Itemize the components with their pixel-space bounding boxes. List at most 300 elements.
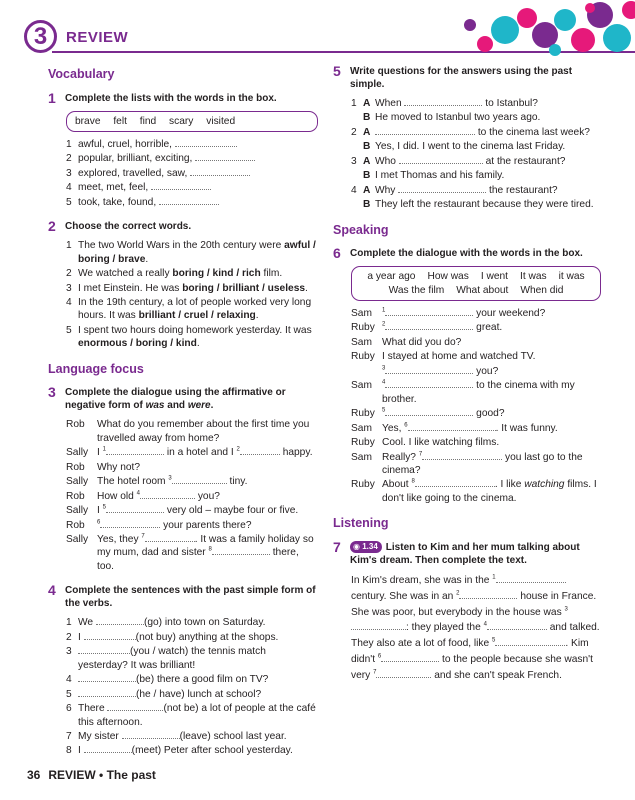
line-text: The hotel room bbox=[97, 476, 169, 488]
instruction-text: and bbox=[164, 400, 188, 412]
answer-blank[interactable] bbox=[78, 673, 136, 682]
blank-number: 4 bbox=[136, 490, 140, 497]
line-text: Yes, they bbox=[97, 533, 142, 545]
box-word: felt bbox=[113, 115, 127, 127]
blank-number: 6 bbox=[377, 653, 382, 660]
answer-blank[interactable] bbox=[78, 645, 130, 654]
exercise-3-header bbox=[48, 385, 318, 412]
answer-blank[interactable] bbox=[408, 422, 496, 431]
unit-number-badge: 3 bbox=[24, 20, 57, 53]
paragraph-text: In Kim's dream, she was in the bbox=[351, 574, 493, 586]
dialogue-line bbox=[66, 519, 318, 532]
line-text: you last go to the cinema? bbox=[382, 451, 583, 477]
speaker-name: Ruby bbox=[351, 322, 375, 334]
item-number bbox=[351, 140, 363, 153]
exercise-number: 6 bbox=[333, 245, 341, 262]
exercise-number: 4 bbox=[48, 582, 56, 599]
blank-number: 4 bbox=[483, 621, 487, 628]
line-text: your weekend? bbox=[473, 308, 546, 320]
dialogue-line bbox=[351, 365, 601, 378]
answer-blank[interactable] bbox=[398, 184, 486, 193]
blank-number: 8 bbox=[208, 547, 212, 554]
exercise-4-list bbox=[66, 616, 318, 758]
answer-blank[interactable] bbox=[385, 307, 473, 316]
item-number: 8 bbox=[66, 745, 72, 757]
line-text: Yes, bbox=[382, 422, 405, 434]
speaker-name: Sam bbox=[351, 336, 372, 348]
exercise-instruction bbox=[350, 540, 601, 567]
item-text: . bbox=[255, 310, 259, 322]
exercise-2-list bbox=[66, 239, 318, 351]
qa-row bbox=[351, 126, 601, 139]
dialogue-line bbox=[351, 478, 601, 505]
exercise-5-header bbox=[333, 64, 601, 91]
answer-blank[interactable] bbox=[375, 126, 475, 135]
line-text: there, too. bbox=[97, 547, 299, 572]
answer-blank[interactable] bbox=[122, 730, 180, 739]
box-word: When did bbox=[520, 284, 564, 296]
line-text: very old – maybe four or five. bbox=[164, 505, 299, 517]
answer-blank[interactable] bbox=[385, 365, 473, 374]
speaker-name: Ruby bbox=[351, 408, 375, 420]
paragraph-text: and talked. They also ate a lot of food, like bbox=[351, 622, 600, 650]
dialogue-line bbox=[66, 475, 318, 488]
page-footer bbox=[27, 768, 156, 784]
item-text: We bbox=[78, 617, 96, 629]
exercise-instruction: Complete the lists with the words in the box. bbox=[65, 92, 277, 104]
item-number: 6 bbox=[66, 703, 72, 715]
list-item bbox=[66, 296, 318, 323]
paragraph-text: : they played the bbox=[406, 622, 484, 634]
line-text: great. bbox=[473, 322, 503, 334]
line-text: What did you do? bbox=[382, 336, 462, 348]
speaker-name: Sally bbox=[66, 533, 89, 545]
dialogue-line bbox=[351, 321, 601, 334]
line-text: your parents there? bbox=[160, 519, 252, 531]
section-title-speaking: Speaking bbox=[333, 222, 389, 237]
line-text: Cool. I like watching films. bbox=[382, 437, 500, 449]
item-number: 4 bbox=[66, 297, 72, 309]
item-number: 3 bbox=[66, 167, 72, 179]
list-item bbox=[66, 239, 318, 266]
item-text: I met Thomas and his family. bbox=[375, 170, 505, 182]
instruction-text: were bbox=[187, 400, 211, 412]
item-text: awful, cruel, horrible, bbox=[78, 138, 172, 150]
dialogue-line bbox=[66, 504, 318, 517]
qa-row bbox=[351, 111, 601, 124]
item-number: 4 bbox=[351, 184, 357, 196]
item-number: 5 bbox=[66, 196, 72, 208]
exercise-2-header bbox=[48, 219, 318, 233]
exercise-number: 2 bbox=[48, 218, 56, 235]
speaker-name: Rob bbox=[66, 419, 85, 431]
answer-blank[interactable] bbox=[106, 446, 164, 455]
item-text: Why bbox=[375, 184, 399, 196]
exercise-7-header bbox=[333, 540, 601, 567]
list-item bbox=[66, 138, 318, 151]
list-item bbox=[66, 324, 318, 351]
answer-blank[interactable] bbox=[84, 631, 136, 640]
blank-number: 3 bbox=[168, 475, 172, 482]
exercise-instruction: Choose the correct words. bbox=[65, 221, 192, 233]
section-title-language-focus: Language focus bbox=[48, 361, 144, 376]
list-item bbox=[66, 673, 318, 686]
speaker-name: Sam bbox=[351, 451, 372, 463]
blank-number: 6 bbox=[97, 519, 101, 526]
answer-blank[interactable] bbox=[495, 637, 565, 646]
line-text: in a hotel and I bbox=[164, 447, 237, 459]
answer-blank[interactable] bbox=[385, 407, 473, 416]
blank-number: 6 bbox=[404, 422, 408, 429]
exercise-6-header bbox=[333, 246, 601, 260]
page-header bbox=[0, 0, 635, 60]
list-item bbox=[66, 181, 318, 194]
page-number: 36 bbox=[27, 768, 41, 782]
section-title-listening: Listening bbox=[333, 516, 389, 531]
qa-row bbox=[351, 140, 601, 153]
item-text: We watched a really bbox=[78, 268, 173, 280]
item-text: popular, brilliant, exciting, bbox=[78, 153, 193, 165]
answer-blank[interactable] bbox=[159, 196, 219, 205]
dialogue-line bbox=[351, 451, 601, 478]
blank-number: 7 bbox=[418, 451, 423, 458]
item-text: . bbox=[305, 282, 308, 294]
box-word: How was bbox=[427, 271, 469, 283]
line-text: watching bbox=[524, 479, 565, 491]
qa-row bbox=[351, 198, 601, 211]
item-number bbox=[351, 198, 363, 211]
exercise-5-list bbox=[351, 97, 601, 212]
exercise-number: 1 bbox=[48, 89, 56, 106]
instruction-text: . bbox=[210, 400, 214, 412]
list-item bbox=[66, 616, 318, 629]
speaker-name: Rob bbox=[66, 519, 85, 531]
speaker-letter: B bbox=[363, 170, 371, 182]
answer-blank[interactable] bbox=[100, 519, 160, 528]
exercise-3-dialogue bbox=[66, 418, 318, 573]
box-word: brave bbox=[75, 115, 101, 127]
list-item bbox=[66, 744, 318, 757]
audio-track-number: 1.34 bbox=[362, 542, 378, 552]
list-item bbox=[66, 196, 318, 209]
item-number: 2 bbox=[66, 268, 72, 280]
answer-blank[interactable] bbox=[459, 590, 517, 599]
item-text: My sister bbox=[78, 730, 122, 742]
answer-blank[interactable] bbox=[96, 616, 144, 625]
item-number: 4 bbox=[66, 674, 72, 686]
exercise-number: 3 bbox=[48, 384, 56, 401]
paragraph-text: house in France. She was poor, but everybody in the house was bbox=[351, 590, 597, 618]
list-item bbox=[66, 282, 318, 295]
dialogue-line bbox=[66, 490, 318, 503]
page-title: REVIEW bbox=[66, 29, 129, 46]
blank-number: 2 bbox=[382, 322, 386, 329]
qa-row bbox=[351, 169, 601, 182]
answer-blank[interactable] bbox=[145, 533, 195, 542]
dialogue-line bbox=[351, 307, 601, 320]
item-text: took, take, found, bbox=[78, 196, 157, 208]
list-item bbox=[66, 645, 318, 672]
dialogue-line bbox=[351, 336, 601, 349]
box-word: find bbox=[139, 115, 157, 127]
blank-number: 3 bbox=[382, 365, 386, 372]
item-text: to Istanbul? bbox=[482, 98, 538, 109]
item-number: 4 bbox=[66, 182, 72, 194]
item-number: 2 bbox=[351, 126, 357, 138]
speaker-name: Rob bbox=[66, 490, 85, 502]
answer-blank[interactable] bbox=[106, 504, 164, 513]
box-word: Was the film bbox=[388, 284, 445, 296]
item-number: 1 bbox=[66, 617, 72, 629]
answer-blank[interactable] bbox=[385, 321, 473, 330]
line-text: . It was a family holiday so my mum, dad and sister bbox=[97, 533, 314, 559]
qa-row bbox=[351, 155, 601, 168]
answer-blank[interactable] bbox=[415, 478, 495, 487]
line-text: I bbox=[97, 505, 103, 517]
item-text: the restaurant? bbox=[486, 184, 558, 196]
item-number: 1 bbox=[66, 240, 72, 252]
list-item bbox=[66, 631, 318, 644]
box-word: What about bbox=[456, 284, 509, 296]
answer-blank[interactable] bbox=[496, 574, 566, 583]
blank-number: 7 bbox=[373, 669, 377, 676]
item-number: 7 bbox=[66, 730, 72, 742]
left-column bbox=[48, 64, 318, 768]
paragraph-text: century. She was in an bbox=[351, 590, 457, 602]
item-text: There bbox=[78, 703, 108, 715]
word-choices[interactable]: boring / kind / rich bbox=[172, 268, 261, 280]
word-box-ex1 bbox=[66, 111, 318, 132]
speaker-name: Sam bbox=[351, 380, 372, 392]
paragraph-text: . Kim didn't bbox=[351, 638, 589, 665]
dialogue-line bbox=[66, 418, 318, 445]
answer-blank[interactable] bbox=[399, 155, 483, 164]
item-text: He moved to Istanbul two years ago. bbox=[375, 112, 541, 124]
speaker-name: Ruby bbox=[351, 351, 375, 363]
line-text: films. I don't like going to the cinema. bbox=[382, 479, 597, 504]
exercise-instruction: Complete the sentences with the past simple form of the verbs. bbox=[65, 585, 316, 610]
item-text: (leave) school last year. bbox=[179, 730, 287, 742]
item-text: (not be) a lot of people at the café this afternoon. bbox=[78, 703, 316, 728]
line-text: I stayed at home and watched TV. bbox=[382, 351, 536, 363]
speaker-name: Rob bbox=[66, 461, 85, 473]
line-text: I bbox=[97, 447, 103, 459]
item-number: 5 bbox=[66, 324, 72, 336]
blank-number: 4 bbox=[382, 379, 386, 386]
answer-blank[interactable] bbox=[212, 546, 270, 555]
item-text: . bbox=[196, 338, 200, 350]
list-item bbox=[66, 167, 318, 180]
box-word: a year ago bbox=[367, 271, 416, 283]
answer-blank[interactable] bbox=[172, 475, 227, 484]
answer-blank[interactable] bbox=[385, 379, 473, 388]
item-number: 3 bbox=[66, 282, 72, 294]
dialogue-line bbox=[351, 350, 601, 363]
answer-blank[interactable] bbox=[78, 688, 136, 697]
word-choices[interactable]: enormous / boring / kind bbox=[78, 338, 197, 350]
item-text: I bbox=[78, 631, 84, 643]
item-text: explored, travelled, saw, bbox=[78, 167, 188, 179]
dialogue-line bbox=[66, 446, 318, 459]
exercise-instruction bbox=[65, 385, 318, 412]
box-word: scary bbox=[169, 115, 194, 127]
blank-number: 8 bbox=[411, 479, 415, 486]
exercise-4-header bbox=[48, 583, 318, 610]
speaker-letter: B bbox=[363, 199, 371, 211]
blank-number: 3 bbox=[564, 606, 568, 613]
item-text: to the cinema last week? bbox=[475, 126, 590, 138]
box-word: It was bbox=[520, 271, 547, 283]
item-number bbox=[351, 111, 363, 124]
exercise-number: 7 bbox=[333, 538, 341, 555]
footer-title: REVIEW • The past bbox=[48, 768, 156, 782]
list-item bbox=[66, 152, 318, 165]
item-number: 1 bbox=[66, 138, 72, 150]
item-text: They left the restaurant because they were tired. bbox=[375, 199, 594, 211]
word-choices[interactable]: boring / brilliant / useless bbox=[182, 282, 306, 294]
instruction-text: Complete the dialogue using the affirmative or negative form of bbox=[65, 387, 286, 412]
speaker-letter: A bbox=[363, 126, 371, 138]
item-text: (he / have) lunch at school? bbox=[136, 688, 262, 700]
dialogue-line bbox=[351, 436, 601, 449]
section-title-vocabulary: Vocabulary bbox=[48, 67, 115, 81]
item-text: (meet) Peter after school yesterday. bbox=[131, 745, 293, 757]
item-text: I met Einstein. He was bbox=[78, 282, 183, 294]
line-text: . I like bbox=[494, 479, 525, 491]
item-text: . bbox=[145, 253, 149, 265]
answer-blank[interactable] bbox=[240, 446, 280, 455]
speaker-letter: B bbox=[363, 141, 371, 153]
dialogue-line bbox=[351, 407, 601, 420]
exercise-instruction: Write questions for the answers using the past simple. bbox=[350, 66, 573, 90]
word-choices[interactable]: awful / boring / brave bbox=[78, 240, 316, 265]
blank-number: 5 bbox=[102, 504, 107, 511]
line-text: Really? bbox=[382, 451, 419, 463]
line-text: What do you remember about the first time you travelled away from home? bbox=[97, 419, 310, 444]
line-text: How old bbox=[97, 490, 137, 502]
item-text: film. bbox=[260, 268, 283, 280]
line-text: tiny. bbox=[226, 476, 248, 488]
speaker-letter: A bbox=[363, 155, 371, 167]
item-number: 3 bbox=[351, 155, 357, 167]
line-text: you? bbox=[473, 365, 499, 377]
answer-blank[interactable] bbox=[351, 621, 406, 630]
item-number: 3 bbox=[66, 646, 72, 658]
line-text: good? bbox=[473, 408, 505, 420]
exercise-1-list bbox=[66, 138, 318, 209]
exercise-number: 5 bbox=[333, 63, 341, 79]
box-word: I went bbox=[480, 271, 508, 283]
speaker-letter: A bbox=[363, 98, 371, 109]
dialogue-line bbox=[66, 461, 318, 474]
answer-blank[interactable] bbox=[381, 653, 439, 662]
blank-number: 7 bbox=[141, 533, 145, 540]
item-text: The two World Wars in the 20th century were bbox=[78, 240, 285, 252]
item-text: (not buy) anything at the shops. bbox=[135, 631, 279, 643]
instruction-text: was bbox=[145, 400, 165, 412]
item-number: 1 bbox=[351, 98, 357, 109]
instruction-text: Listen to Kim and her mum talking about Kim's dream. Then complete the text. bbox=[350, 541, 580, 566]
line-text: About bbox=[382, 479, 412, 491]
item-number: 2 bbox=[66, 153, 72, 165]
answer-blank[interactable] bbox=[151, 181, 211, 190]
item-number: 2 bbox=[66, 631, 72, 643]
answer-blank[interactable] bbox=[376, 669, 431, 678]
paragraph-text: to the people because she wasn't very bbox=[351, 653, 593, 681]
item-text: When bbox=[375, 98, 405, 109]
line-text: . It was funny. bbox=[495, 422, 558, 434]
line-text: to the cinema with my brother. bbox=[382, 380, 575, 405]
list-item bbox=[66, 702, 318, 729]
answer-blank[interactable] bbox=[84, 744, 132, 753]
answer-blank[interactable] bbox=[175, 138, 237, 147]
item-text: I bbox=[78, 745, 84, 757]
box-word: visited bbox=[206, 115, 236, 127]
speaker-name: Sally bbox=[66, 447, 89, 459]
dialogue-line bbox=[351, 379, 601, 406]
answer-blank[interactable] bbox=[107, 702, 163, 711]
blank-number: 5 bbox=[492, 637, 496, 644]
answer-blank[interactable] bbox=[487, 621, 547, 630]
blank-number: 1 bbox=[102, 446, 107, 453]
line-text: you? bbox=[194, 490, 220, 502]
answer-blank[interactable] bbox=[140, 490, 195, 499]
speaker-icon: ◉ bbox=[353, 542, 360, 552]
exercise-7-text bbox=[351, 573, 601, 684]
answer-blank[interactable] bbox=[422, 451, 502, 460]
item-text: (you / watch) the tennis match yesterday? It was brilliant! bbox=[78, 646, 266, 671]
speaker-letter: A bbox=[363, 184, 371, 196]
exercise-6-dialogue bbox=[351, 307, 601, 505]
item-number: 5 bbox=[66, 688, 72, 700]
answer-blank[interactable] bbox=[190, 167, 250, 176]
speaker-name: Ruby bbox=[351, 479, 375, 491]
blank-number: 2 bbox=[456, 590, 460, 597]
speaker-letter: B bbox=[363, 112, 371, 124]
word-box-ex6 bbox=[351, 266, 601, 301]
speaker-name: Ruby bbox=[351, 437, 375, 449]
speaker-name: Sally bbox=[66, 476, 89, 488]
item-text: at the restaurant? bbox=[482, 155, 566, 167]
dialogue-line bbox=[351, 422, 601, 435]
qa-row bbox=[351, 97, 601, 110]
paragraph-text: and she can't speak French. bbox=[431, 669, 562, 681]
item-text: In the 19th century, a lot of people worked very long hours. It was bbox=[78, 297, 312, 322]
word-choices[interactable]: brilliant / cruel / relaxing bbox=[138, 310, 256, 322]
exercise-1-header bbox=[48, 91, 318, 105]
blank-number: 2 bbox=[236, 446, 240, 453]
right-column bbox=[333, 64, 601, 684]
item-text: (go) into town on Saturday. bbox=[143, 617, 266, 629]
answer-blank[interactable] bbox=[195, 152, 255, 161]
blank-number: 5 bbox=[382, 407, 386, 414]
list-item bbox=[66, 730, 318, 743]
item-number bbox=[351, 169, 363, 182]
item-text: I spent two hours doing homework yesterday. It was bbox=[78, 324, 312, 336]
line-text: Why not? bbox=[97, 461, 141, 473]
list-item bbox=[66, 688, 318, 701]
box-word: it was bbox=[558, 271, 585, 283]
dialogue-line bbox=[66, 533, 318, 573]
audio-track-badge[interactable] bbox=[350, 541, 382, 553]
speaker-name: Sam bbox=[351, 422, 372, 434]
blank-number: 1 bbox=[382, 307, 386, 314]
list-item bbox=[66, 267, 318, 280]
item-text: (be) there a good film on TV? bbox=[136, 674, 269, 686]
blank-number: 1 bbox=[492, 574, 496, 581]
answer-blank[interactable] bbox=[404, 97, 482, 106]
line-text: happy. bbox=[279, 447, 313, 459]
